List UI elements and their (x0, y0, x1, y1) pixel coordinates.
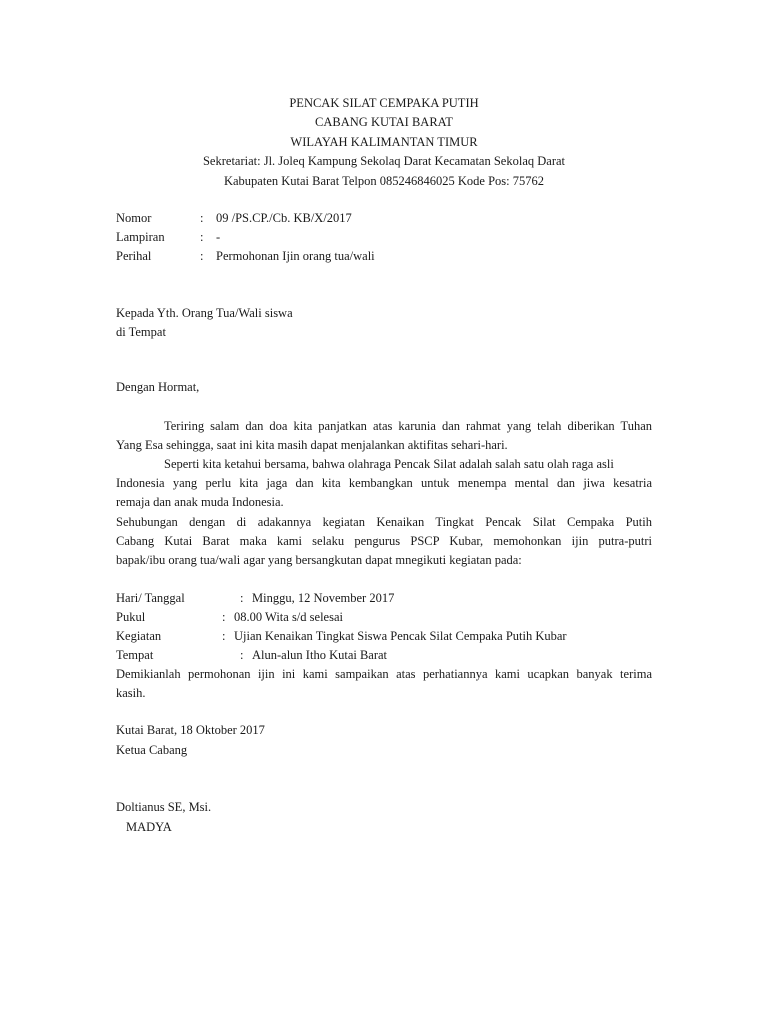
letterhead-org: PENCAK SILAT CEMPAKA PUTIH (289, 96, 479, 110)
signature-position: Ketua Cabang (116, 743, 188, 757)
paragraph-2-line-3: remaja dan anak muda Indonesia. (116, 495, 284, 509)
letterhead-address-1: Sekretariat: Jl. Joleq Kampung Sekolaq Darat Kecamatan Sekolaq Darat (202, 154, 566, 168)
paragraph-2-line-2: Indonesia yang perlu kita jaga dan kita kembangkan untuk menempa mental dan jiwa kesatria (116, 476, 652, 490)
perihal-colon: : (200, 249, 204, 263)
paragraph-3-line-2: Cabang Kutai Barat maka kami selaku pengurus PSCP Kubar, memohonkan ijin putra-putri (116, 534, 652, 548)
lampiran-label: Lampiran (116, 230, 165, 244)
recipient-line-2: di Tempat (116, 325, 166, 339)
letterhead-region: WILAYAH KALIMANTAN TIMUR (290, 135, 478, 149)
kegiatan-colon: : (222, 629, 226, 643)
nomor-value: 09 /PS.CP./Cb. KB/X/2017 (216, 211, 352, 225)
signature-rank: MADYA (126, 820, 172, 834)
signature-name: Doltianus SE, Msi. (116, 800, 212, 814)
paragraph-2-line-1: Seperti kita ketahui bersama, bahwa olahraga Pencak Silat adalah salah satu olah raga asli (164, 457, 614, 471)
hari-colon: : (240, 591, 244, 605)
salutation: Dengan Hormat, (116, 380, 200, 394)
closing-line-1: Demikianlah permohonan ijin ini kami sampaikan atas perhatiannya kami ucapkan banyak terima (116, 667, 652, 681)
hari-label: Hari/ Tanggal (116, 591, 185, 605)
nomor-label: Nomor (116, 211, 152, 225)
paragraph-1-line-1: Teriring salam dan doa kita panjatkan atas karunia dan rahmat yang telah diberikan Tuhan (164, 419, 652, 433)
paragraph-3-line-3: bapak/ibu orang tua/wali agar yang bersangkutan dapat mnegikuti kegiatan pada: (116, 553, 522, 567)
kegiatan-label: Kegiatan (116, 629, 162, 643)
tempat-label: Tempat (116, 648, 154, 662)
tempat-value: Alun-alun Itho Kutai Barat (252, 648, 388, 662)
lampiran-colon: : (200, 230, 204, 244)
paragraph-3-line-1: Sehubungan dengan di adakannya kegiatan Kenaikan Tingkat Pencak Silat Cempaka Putih (116, 515, 652, 529)
letterhead-address-2: Kabupaten Kutai Barat Telpon 085246846025 Kode Pos: 75762 (223, 174, 545, 188)
perihal-label: Perihal (116, 249, 152, 263)
kegiatan-value: Ujian Kenaikan Tingkat Siswa Pencak Silat Cempaka Putih Kubar (234, 629, 567, 643)
perihal-value: Permohonan Ijin orang tua/wali (216, 249, 375, 263)
lampiran-value: - (216, 230, 221, 244)
hari-value: Minggu, 12 November 2017 (252, 591, 395, 605)
pukul-colon: : (222, 610, 226, 624)
paragraph-1-line-2: Yang Esa sehingga, saat ini kita masih dapat menjalankan aktifitas sehari-hari. (116, 438, 508, 452)
signature-place-date: Kutai Barat, 18 Oktober 2017 (116, 723, 265, 737)
nomor-colon: : (200, 211, 204, 225)
pukul-label: Pukul (116, 610, 146, 624)
pukul-value: 08.00 Wita s/d selesai (234, 610, 343, 624)
letterhead-branch: CABANG KUTAI BARAT (315, 115, 453, 129)
tempat-colon: : (240, 648, 244, 662)
closing-line-2: kasih. (116, 686, 146, 700)
recipient-line-1: Kepada Yth. Orang Tua/Wali siswa (116, 306, 293, 320)
